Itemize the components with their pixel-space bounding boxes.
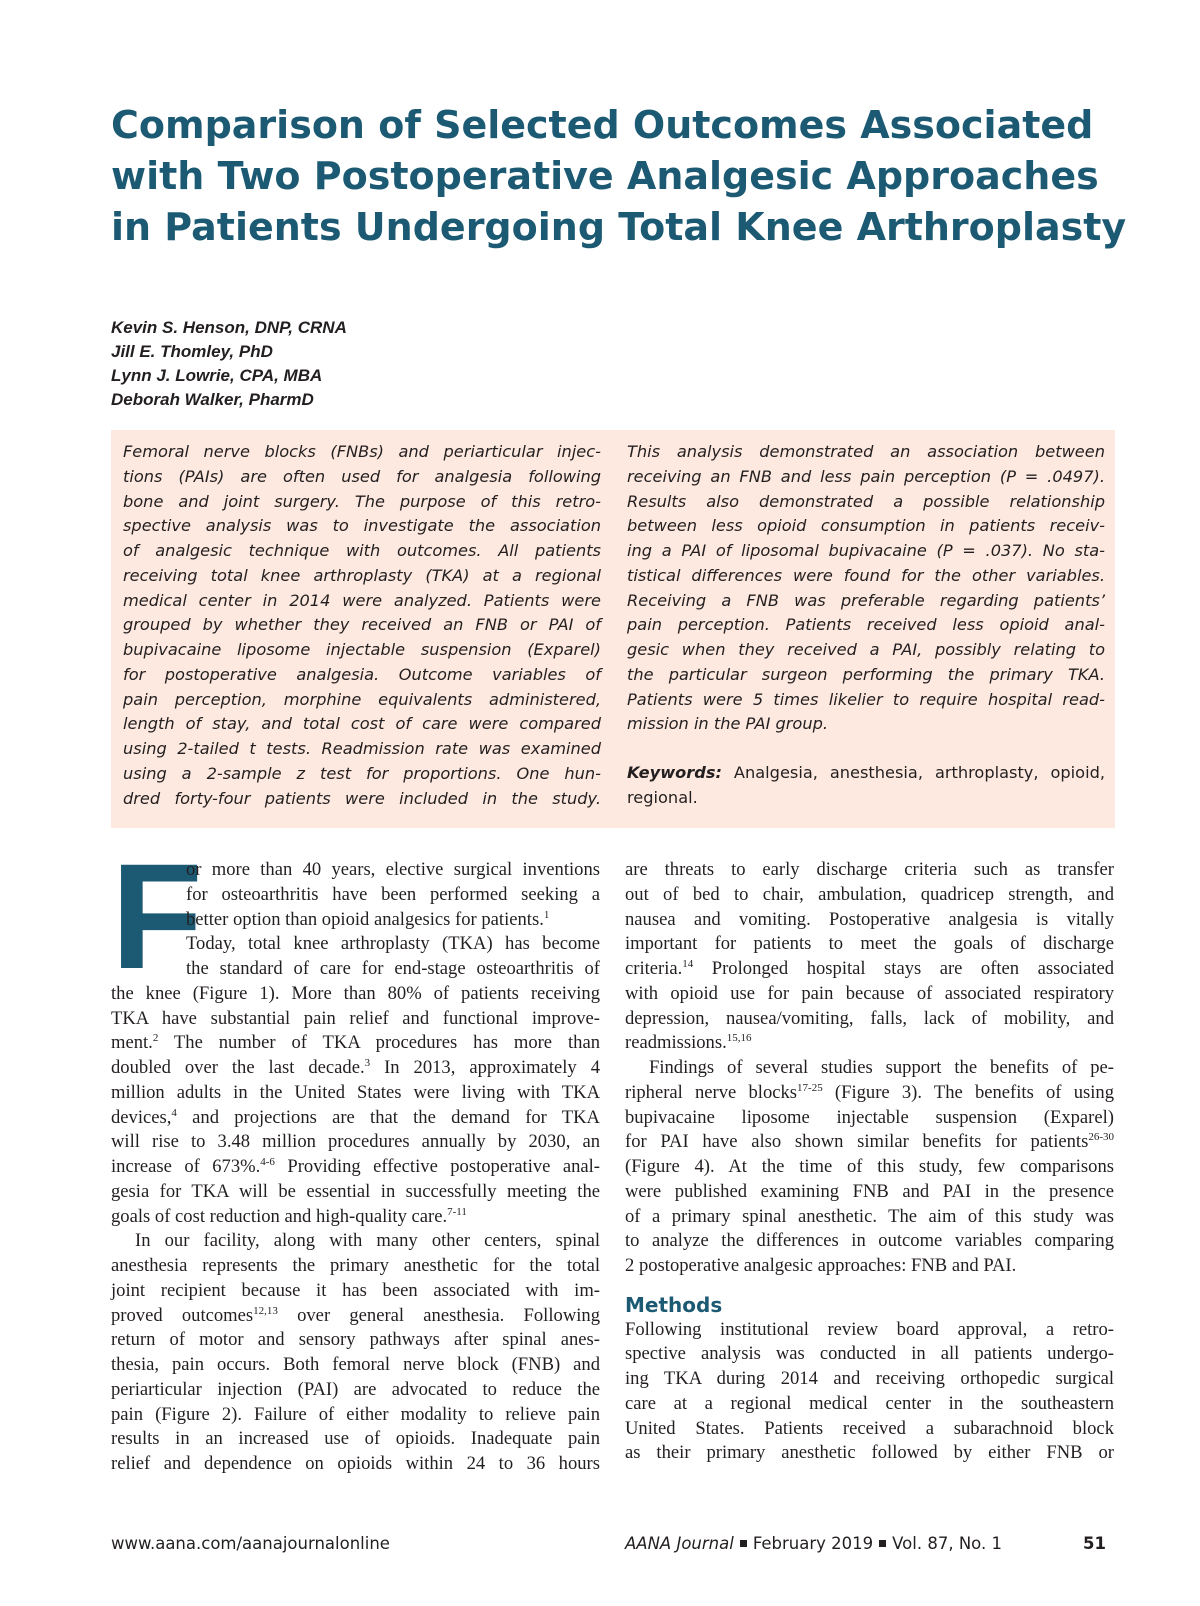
abstract-line: bone and joint surgery. The purpose of this retro- <box>123 491 601 511</box>
abstract-line: ing a PAI of liposomal bupivacaine (P = .037). No sta- <box>627 541 1105 560</box>
text-line: 2 postoperative analgesic approaches: FNB and PAI. <box>625 1255 1017 1276</box>
text-line: to analyze the differences in outcome variables comparing <box>625 1230 1114 1252</box>
paragraph <box>625 858 1114 1056</box>
abstract-line: of analgesic technique with outcomes. All patients <box>123 541 601 560</box>
text-line: criteria.$^{14}$ Prolonged hospital stays are often associated <box>625 958 1114 979</box>
author: Jill E. Thomley, PhD <box>111 342 273 361</box>
abstract-line: gesic when they received a PAI, possibly relating to <box>627 640 1105 659</box>
issue-date: February 2019 <box>752 1534 874 1553</box>
abstract-right-column <box>627 440 1105 811</box>
text-line: (Figure 4). At the time of this study, few comparisons <box>625 1156 1114 1177</box>
text-line: for osteoarthritis have been performed seeking a <box>186 883 600 905</box>
text-line: results in an increased use of opioids. Inadequate pain <box>111 1428 600 1450</box>
author: Kevin S. Henson, DNP, CRNA <box>111 318 347 337</box>
text-line: anesthesia represents the primary anesthetic for the total <box>111 1255 600 1276</box>
author-list <box>111 316 347 412</box>
drop-cap: F <box>111 832 203 1000</box>
text-line: of a primary spinal anesthetic. The aim of this study was <box>625 1205 1114 1227</box>
text-line: million adults in the United States were living with TKA <box>111 1081 600 1103</box>
abstract-box <box>111 430 1115 828</box>
abstract-line: receiving an FNB and less pain perception (P = .0497). <box>627 466 1105 486</box>
abstract-line: pain perception. Patients received less opioid anal- <box>627 615 1105 635</box>
abstract-line: receiving total knee arthroplasty (TKA) at a regional <box>123 565 601 585</box>
text-line: periarticular injection (PAI) are advocated to reduce the <box>111 1378 600 1400</box>
abstract-line: the particular surgeon performing the primary TKA. <box>627 664 1105 684</box>
separator-square-icon <box>740 1540 747 1547</box>
text-line: Today, total knee arthroplasty (TKA) has become <box>186 933 600 955</box>
text-line: or more than 40 years, elective surgical inventions <box>186 859 600 880</box>
text-line: devices,$^4$ and projections are that the demand for TKA <box>111 1106 600 1128</box>
citation: 1 <box>543 908 550 921</box>
abstract-line: dred forty-four patients were included in the study. <box>123 788 601 808</box>
text-line: joint recipient because it has been associated with im- <box>111 1279 600 1301</box>
text-line: important for patients to meet the goals of discharge <box>625 933 1114 955</box>
text-line: gesia for TKA will be essential in successfully meeting the <box>111 1180 600 1202</box>
title-line: with Two Postoperative Analgesic Approaches <box>111 154 1099 198</box>
text-line: care at a regional medical center in the southeastern <box>625 1392 1114 1414</box>
keywords-text: regional. <box>627 787 698 807</box>
text-line: were published examining FNB and PAI in the presence <box>625 1180 1114 1202</box>
citation: 15,16 <box>726 1032 752 1045</box>
title-line: Comparison of Selected Outcomes Associated <box>111 103 1094 147</box>
text-line: relief and dependence on opioids within 24 to 36 hours <box>111 1453 600 1474</box>
abstract-line: tions (PAIs) are often used for analgesia following <box>123 466 601 486</box>
text-line: better option than opioid analgesics for patients.$^1$ <box>186 908 550 930</box>
text-line: doubled over the last decade.$^3$ In 2013, approximately 4 <box>111 1057 600 1078</box>
text-line: In our facility, along with many other centers, spinal <box>135 1230 600 1252</box>
text-line: Findings of several studies support the benefits of pe- <box>649 1057 1114 1078</box>
text-line: ing TKA during 2014 and receiving orthopedic surgical <box>625 1368 1114 1389</box>
text-line: the standard of care for end-stage osteoarthritis of <box>186 958 600 979</box>
abstract-line: length of stay, and total cost of care were compared <box>123 714 601 734</box>
text-line: for PAI have also shown similar benefits for patients$^{26-30}$ <box>625 1131 1114 1153</box>
paragraph <box>625 1056 1114 1279</box>
abstract-line: This analysis demonstrated an association between <box>627 442 1105 461</box>
text-line: will rise to 3.48 million procedures annually by 2030, an <box>111 1131 600 1153</box>
citation: 7-11 <box>447 1205 467 1218</box>
keywords-text: Analgesia, anesthesia, arthroplasty, opioid, <box>721 763 1105 782</box>
citation: 3 <box>364 1057 371 1069</box>
volume-number: Vol. 87, No. 1 <box>892 1534 1002 1553</box>
citation: 4 <box>171 1106 177 1119</box>
keywords <box>627 761 1105 811</box>
text-line: proved outcomes$^{12,13}$ over general anesthesia. Following <box>111 1304 601 1326</box>
abstract-line: Receiving a FNB was preferable regarding patients’ <box>627 590 1105 610</box>
abstract-line: mission in the PAI group. <box>627 714 829 734</box>
text-line: increase of 673%.$^{4-6}$ Providing effective postoperative anal- <box>111 1156 600 1177</box>
citation: 4-6 <box>260 1156 275 1168</box>
text-line: the knee (Figure 1). More than 80% of patients receiving <box>111 982 600 1004</box>
title-line: in Patients Undergoing Total Knee Arthroplasty <box>111 205 1127 249</box>
abstract-line: for postoperative analgesia. Outcome variables of <box>123 664 601 684</box>
abstract-line: tistical differences were found for the other variables. <box>627 565 1105 585</box>
abstract-line: Results also demonstrated a possible relationship <box>627 491 1105 511</box>
text-line: are threats to early discharge criteria such as transfer <box>625 859 1114 880</box>
citation: 14 <box>682 958 694 970</box>
paragraph <box>111 832 600 1229</box>
journal-name: AANA Journal <box>625 1534 734 1553</box>
text-line: nausea and vomiting. Postoperative analgesia is vitally <box>625 908 1114 930</box>
abstract-line: grouped by whether they received an FNB or PAI of <box>123 615 601 635</box>
text-line: thesia, pain occurs. Both femoral nerve block (FNB) and <box>111 1354 600 1375</box>
footer-url[interactable]: www.aana.com/aanajournalonline <box>111 1534 390 1553</box>
abstract-left-column <box>123 440 601 811</box>
article-title <box>111 100 1127 253</box>
text-line: as their primary anesthetic followed by either FNB or <box>625 1442 1114 1464</box>
abstract-line: bupivacaine liposome injectable suspension (Exparel) <box>123 640 601 659</box>
text-line: pain (Figure 2). Failure of either modality to relieve pain <box>111 1403 600 1425</box>
text-line: bupivacaine liposome injectable suspension (Exparel) <box>625 1106 1114 1128</box>
footer-journal-info <box>625 1534 1002 1554</box>
text-line: goals of cost reduction and high-quality care.$^{7-11}$ <box>111 1205 467 1227</box>
citation: 26-30 <box>1088 1131 1114 1144</box>
text-line: depression, nausea/vomiting, falls, lack of mobility, and <box>625 1007 1114 1029</box>
section-heading-methods: Methods <box>625 1292 723 1317</box>
body-left-column <box>111 832 601 1477</box>
text-line: Following institutional review board approval, a retro- <box>625 1318 1114 1340</box>
abstract-line: using 2-tailed t tests. Readmission rate was examined <box>123 739 601 758</box>
text-line: United States. Patients received a subarachnoid block <box>625 1417 1114 1439</box>
abstract-line: between less opioid consumption in patients receiv- <box>627 516 1105 536</box>
citation: 12,13 <box>253 1304 278 1317</box>
citation: 2 <box>152 1032 159 1045</box>
text-line: ment.$^2$ The number of TKA procedures has more than <box>111 1032 600 1054</box>
text-line: TKA have substantial pain relief and functional improve- <box>111 1007 600 1029</box>
text-line: ripheral nerve blocks$^{17-25}$ (Figure 3). The benefits of using <box>625 1081 1114 1103</box>
page-number: 51 <box>1083 1534 1106 1553</box>
author: Deborah Walker, PharmD <box>111 390 314 409</box>
text-line: return of motor and sensory pathways after spinal anes- <box>111 1329 600 1351</box>
text-line: readmissions.$^{15,16}$ <box>625 1032 752 1054</box>
author: Lynn J. Lowrie, CPA, MBA <box>111 366 323 385</box>
body-right-column <box>625 858 1114 1466</box>
text-line: spective analysis was conducted in all patients undergo- <box>625 1343 1114 1365</box>
separator-square-icon <box>879 1540 886 1547</box>
abstract-line: Patients were 5 times likelier to require hospital read- <box>627 689 1105 709</box>
citation: 17-25 <box>797 1081 823 1094</box>
text-line: with opioid use for pain because of associated respiratory <box>625 982 1114 1004</box>
paragraph <box>111 1229 600 1477</box>
abstract-line: using a 2-sample z test for proportions. One hun- <box>123 763 601 783</box>
abstract-line: spective analysis was to investigate the association <box>123 516 601 536</box>
abstract-line: medical center in 2014 were analyzed. Patients were <box>123 590 601 610</box>
text-line: out of bed to chair, ambulation, quadricep strength, and <box>625 883 1114 905</box>
abstract-line: pain perception, morphine equivalents administered, <box>123 689 601 709</box>
paragraph <box>625 1318 1114 1467</box>
abstract-line: Femoral nerve blocks (FNBs) and periarticular injec- <box>123 442 601 461</box>
keywords-label: Keywords: <box>627 763 722 782</box>
